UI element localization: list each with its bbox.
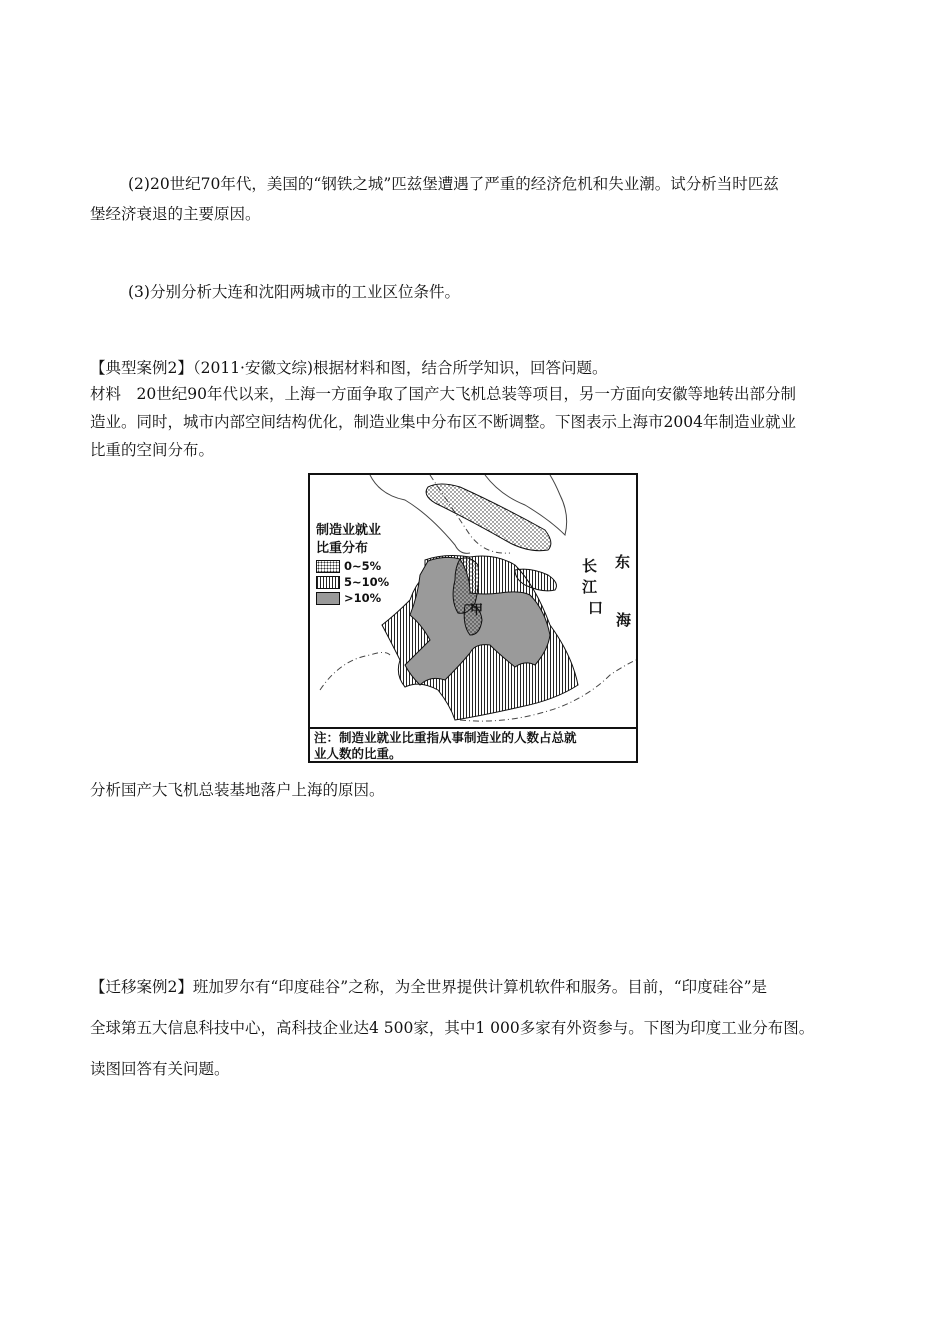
- case-2-material-line-3: 比重的空间分布。: [90, 441, 215, 459]
- transfer-case-2-line-3: 读图回答有关问题。: [90, 1060, 230, 1078]
- question-2-line-1: (2)20世纪70年代，美国的“钢铁之城”匹兹堡遭遇了严重的经济危机和失业潮。试分析当时匹兹: [128, 175, 779, 193]
- legend-title-line-2: 比重分布: [316, 541, 369, 556]
- shanghai-manufacturing-map: [308, 473, 638, 763]
- legend-item-medium: [316, 575, 389, 589]
- legend-label: 5~10%: [344, 575, 390, 589]
- transfer-case-2-line-2: 全球第五大信息科技中心，高科技企业达4 500家，其中1 000多家有外资参与。下图为印度工业分布图。: [90, 1019, 815, 1037]
- case-2-material-line-2: 造业。同时，城市内部空间结构优化，制造业集中分布区不断调整。下图表示上海市2004年制造业就业: [90, 413, 796, 431]
- label-donghai-1: 东: [615, 553, 631, 571]
- label-jia: 甲: [470, 603, 484, 618]
- legend-item-low: [316, 559, 381, 573]
- label-changjiangkou-3: 口: [588, 599, 604, 617]
- question-3: (3)分别分析大连和沈阳两城市的工业区位条件。: [128, 283, 460, 301]
- lines-swatch: [316, 576, 340, 589]
- legend-title-line-1: 制造业就业: [316, 523, 382, 538]
- case-2-heading: 【典型案例2】（2011·安徽文综)根据材料和图，结合所学知识，回答问题。: [90, 359, 608, 377]
- legend-item-high: [316, 591, 381, 605]
- question-2-line-2: 堡经济衰退的主要原因。: [90, 205, 261, 223]
- label-changjiangkou-1: 长: [582, 557, 598, 575]
- legend-label: 0~5%: [344, 559, 382, 573]
- case-2-material-line-1: 材料 20世纪90年代以来，上海一方面争取了国产大飞机总装等项目，另一方面向安徽等地转出部分制: [90, 385, 796, 403]
- legend-label: >10%: [344, 591, 382, 605]
- dots-swatch: [316, 560, 340, 573]
- case-2-question: 分析国产大飞机总装基地落户上海的原因。: [90, 781, 385, 799]
- label-donghai-2: 海: [616, 611, 632, 629]
- map-note: [310, 727, 636, 761]
- gray-swatch: [316, 592, 340, 605]
- label-changjiangkou-2: 江: [582, 578, 598, 596]
- transfer-case-2-line-1: 【迁移案例2】班加罗尔有“印度硅谷”之称，为全世界提供计算机软件和服务。目前，“印度硅谷”是: [90, 978, 768, 996]
- map-note-line-2: 业人数的比重。: [314, 746, 402, 761]
- map-note-line-1: 注：制造业就业比重指从事制造业的人数占总就: [314, 730, 577, 745]
